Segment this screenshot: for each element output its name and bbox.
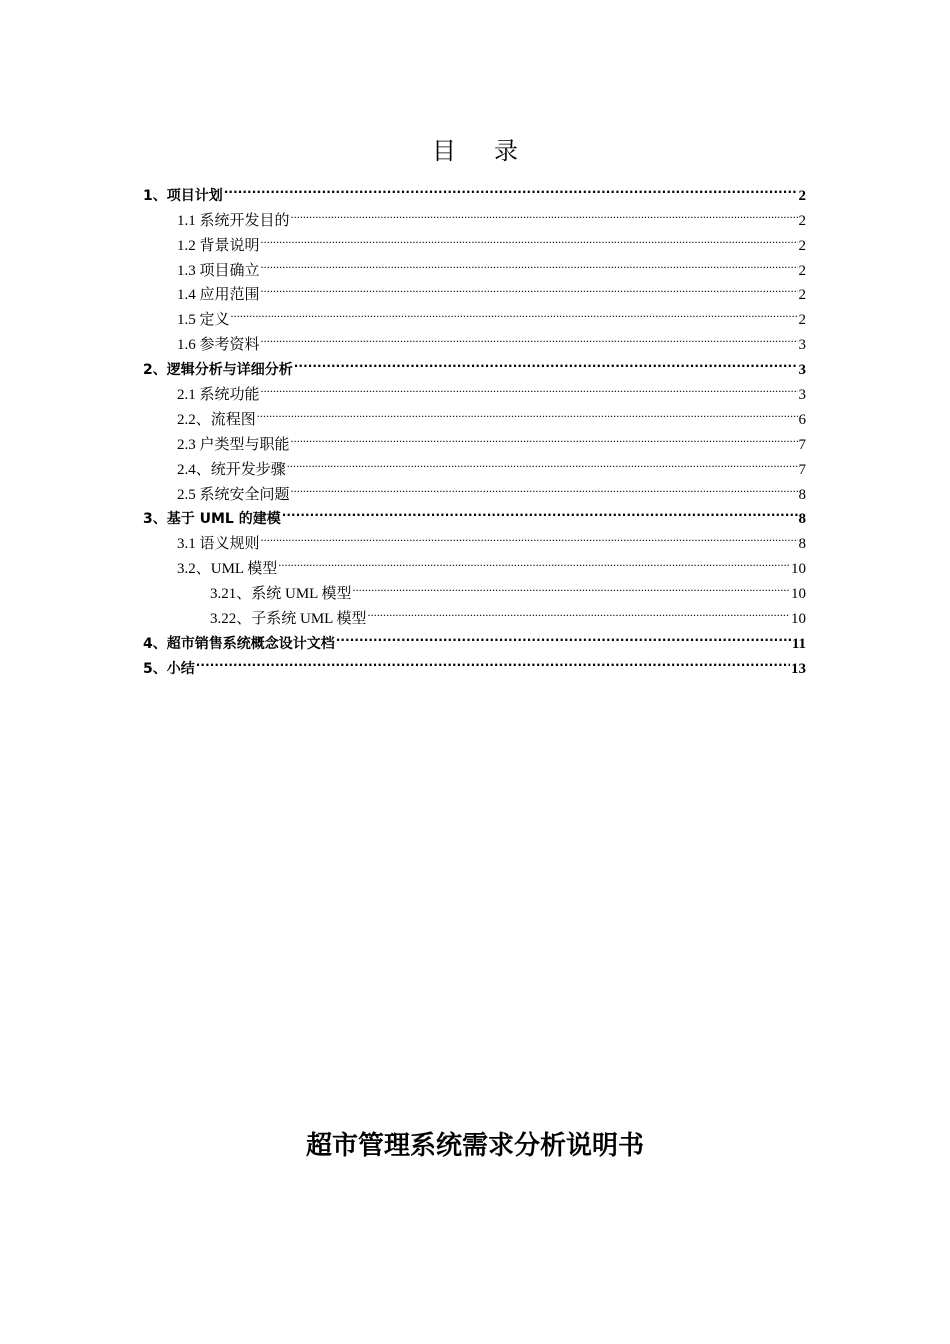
toc-entry-label: 2.1 系统功能 [177, 387, 260, 404]
toc-entry-label: 3.21、系统 UML 模型 [210, 586, 352, 603]
toc-dot-leader [278, 548, 790, 573]
toc-entry-page: 3 [798, 387, 806, 404]
toc-dot-leader [353, 573, 790, 598]
toc-entry-label: 2、逻辑分析与详细分析 [143, 362, 293, 379]
toc-dot-leader [261, 523, 798, 548]
toc-title [0, 134, 950, 168]
toc-entry-page: 7 [798, 436, 806, 453]
toc-entry-label: 5、小结 [143, 660, 195, 677]
toc-entry-label: 2.5 系统安全问题 [177, 486, 290, 503]
toc-entry-label: 1、项目计划 [143, 187, 223, 204]
toc-entry-page: 10 [791, 561, 806, 578]
toc-dot-leader [336, 623, 791, 648]
toc-entry-page: 2 [798, 187, 806, 204]
toc-entry-page: 2 [798, 262, 806, 279]
toc-entry-page: 7 [798, 461, 806, 478]
toc-entry-label: 1.6 参考资料 [177, 337, 260, 354]
toc-entry-label: 4、超市销售系统概念设计文档 [143, 635, 335, 652]
toc-dot-leader [224, 175, 798, 200]
toc-entry-page: 3 [798, 362, 806, 379]
toc-dot-leader [291, 200, 798, 225]
toc-entry[interactable] [143, 299, 806, 329]
toc-entry[interactable] [143, 324, 806, 354]
toc-entry-label: 1.2 背景说明 [177, 237, 260, 254]
toc-entry-label: 2.2、流程图 [177, 411, 256, 428]
table-of-contents [143, 175, 806, 677]
toc-entry-page: 2 [798, 237, 806, 254]
toc-dot-leader [287, 449, 798, 474]
document-title: 超市管理系统需求分析说明书 [305, 1131, 644, 1161]
toc-entry-label: 2.3 户类型与职能 [177, 436, 290, 453]
toc-dot-leader [368, 598, 790, 623]
toc-entry[interactable] [143, 200, 806, 229]
toc-entry-page: 8 [798, 511, 806, 528]
toc-entry-page: 10 [791, 586, 806, 603]
toc-dot-leader [261, 225, 798, 250]
toc-dot-leader [291, 474, 798, 499]
toc-entry-page: 3 [798, 337, 806, 354]
toc-entry[interactable] [143, 648, 806, 677]
toc-dot-leader [261, 374, 798, 399]
toc-title-part-2: 录 [494, 137, 518, 165]
toc-dot-leader [282, 499, 798, 524]
toc-entry-label: 1.3 项目确立 [177, 262, 260, 279]
toc-entry-label: 3.1 语义规则 [177, 536, 260, 553]
toc-entry-label: 3、基于 UML 的建模 [143, 511, 281, 528]
toc-dot-leader [261, 250, 798, 275]
toc-entry-page: 8 [798, 486, 806, 503]
toc-entry-label: 3.22、子系统 UML 模型 [210, 611, 367, 628]
toc-dot-leader [196, 648, 790, 673]
toc-dot-leader [294, 349, 798, 374]
toc-entry-page: 13 [791, 660, 806, 677]
toc-entry-page: 2 [798, 287, 806, 304]
toc-dot-leader [291, 424, 798, 449]
toc-title-part-1: 目 [432, 137, 456, 165]
toc-dot-leader [261, 324, 798, 349]
toc-entry-page: 6 [798, 411, 806, 428]
toc-entry-page: 11 [791, 635, 806, 652]
toc-entry-label: 2.4、统开发步骤 [177, 461, 286, 478]
toc-dot-leader [257, 399, 798, 424]
toc-entry-page: 8 [798, 536, 806, 553]
toc-entry-page: 10 [791, 611, 806, 628]
toc-entry-label: 3.2、UML 模型 [177, 561, 278, 578]
toc-dot-leader [261, 275, 798, 300]
toc-entry-label: 1.4 应用范围 [177, 287, 260, 304]
toc-entry-label: 1.5 定义 [177, 312, 230, 329]
toc-dot-leader [231, 299, 798, 324]
toc-entry-page: 2 [798, 312, 806, 329]
toc-entry-label: 1.1 系统开发目的 [177, 212, 290, 229]
toc-entry[interactable] [143, 175, 806, 204]
toc-entry-page: 2 [798, 212, 806, 229]
